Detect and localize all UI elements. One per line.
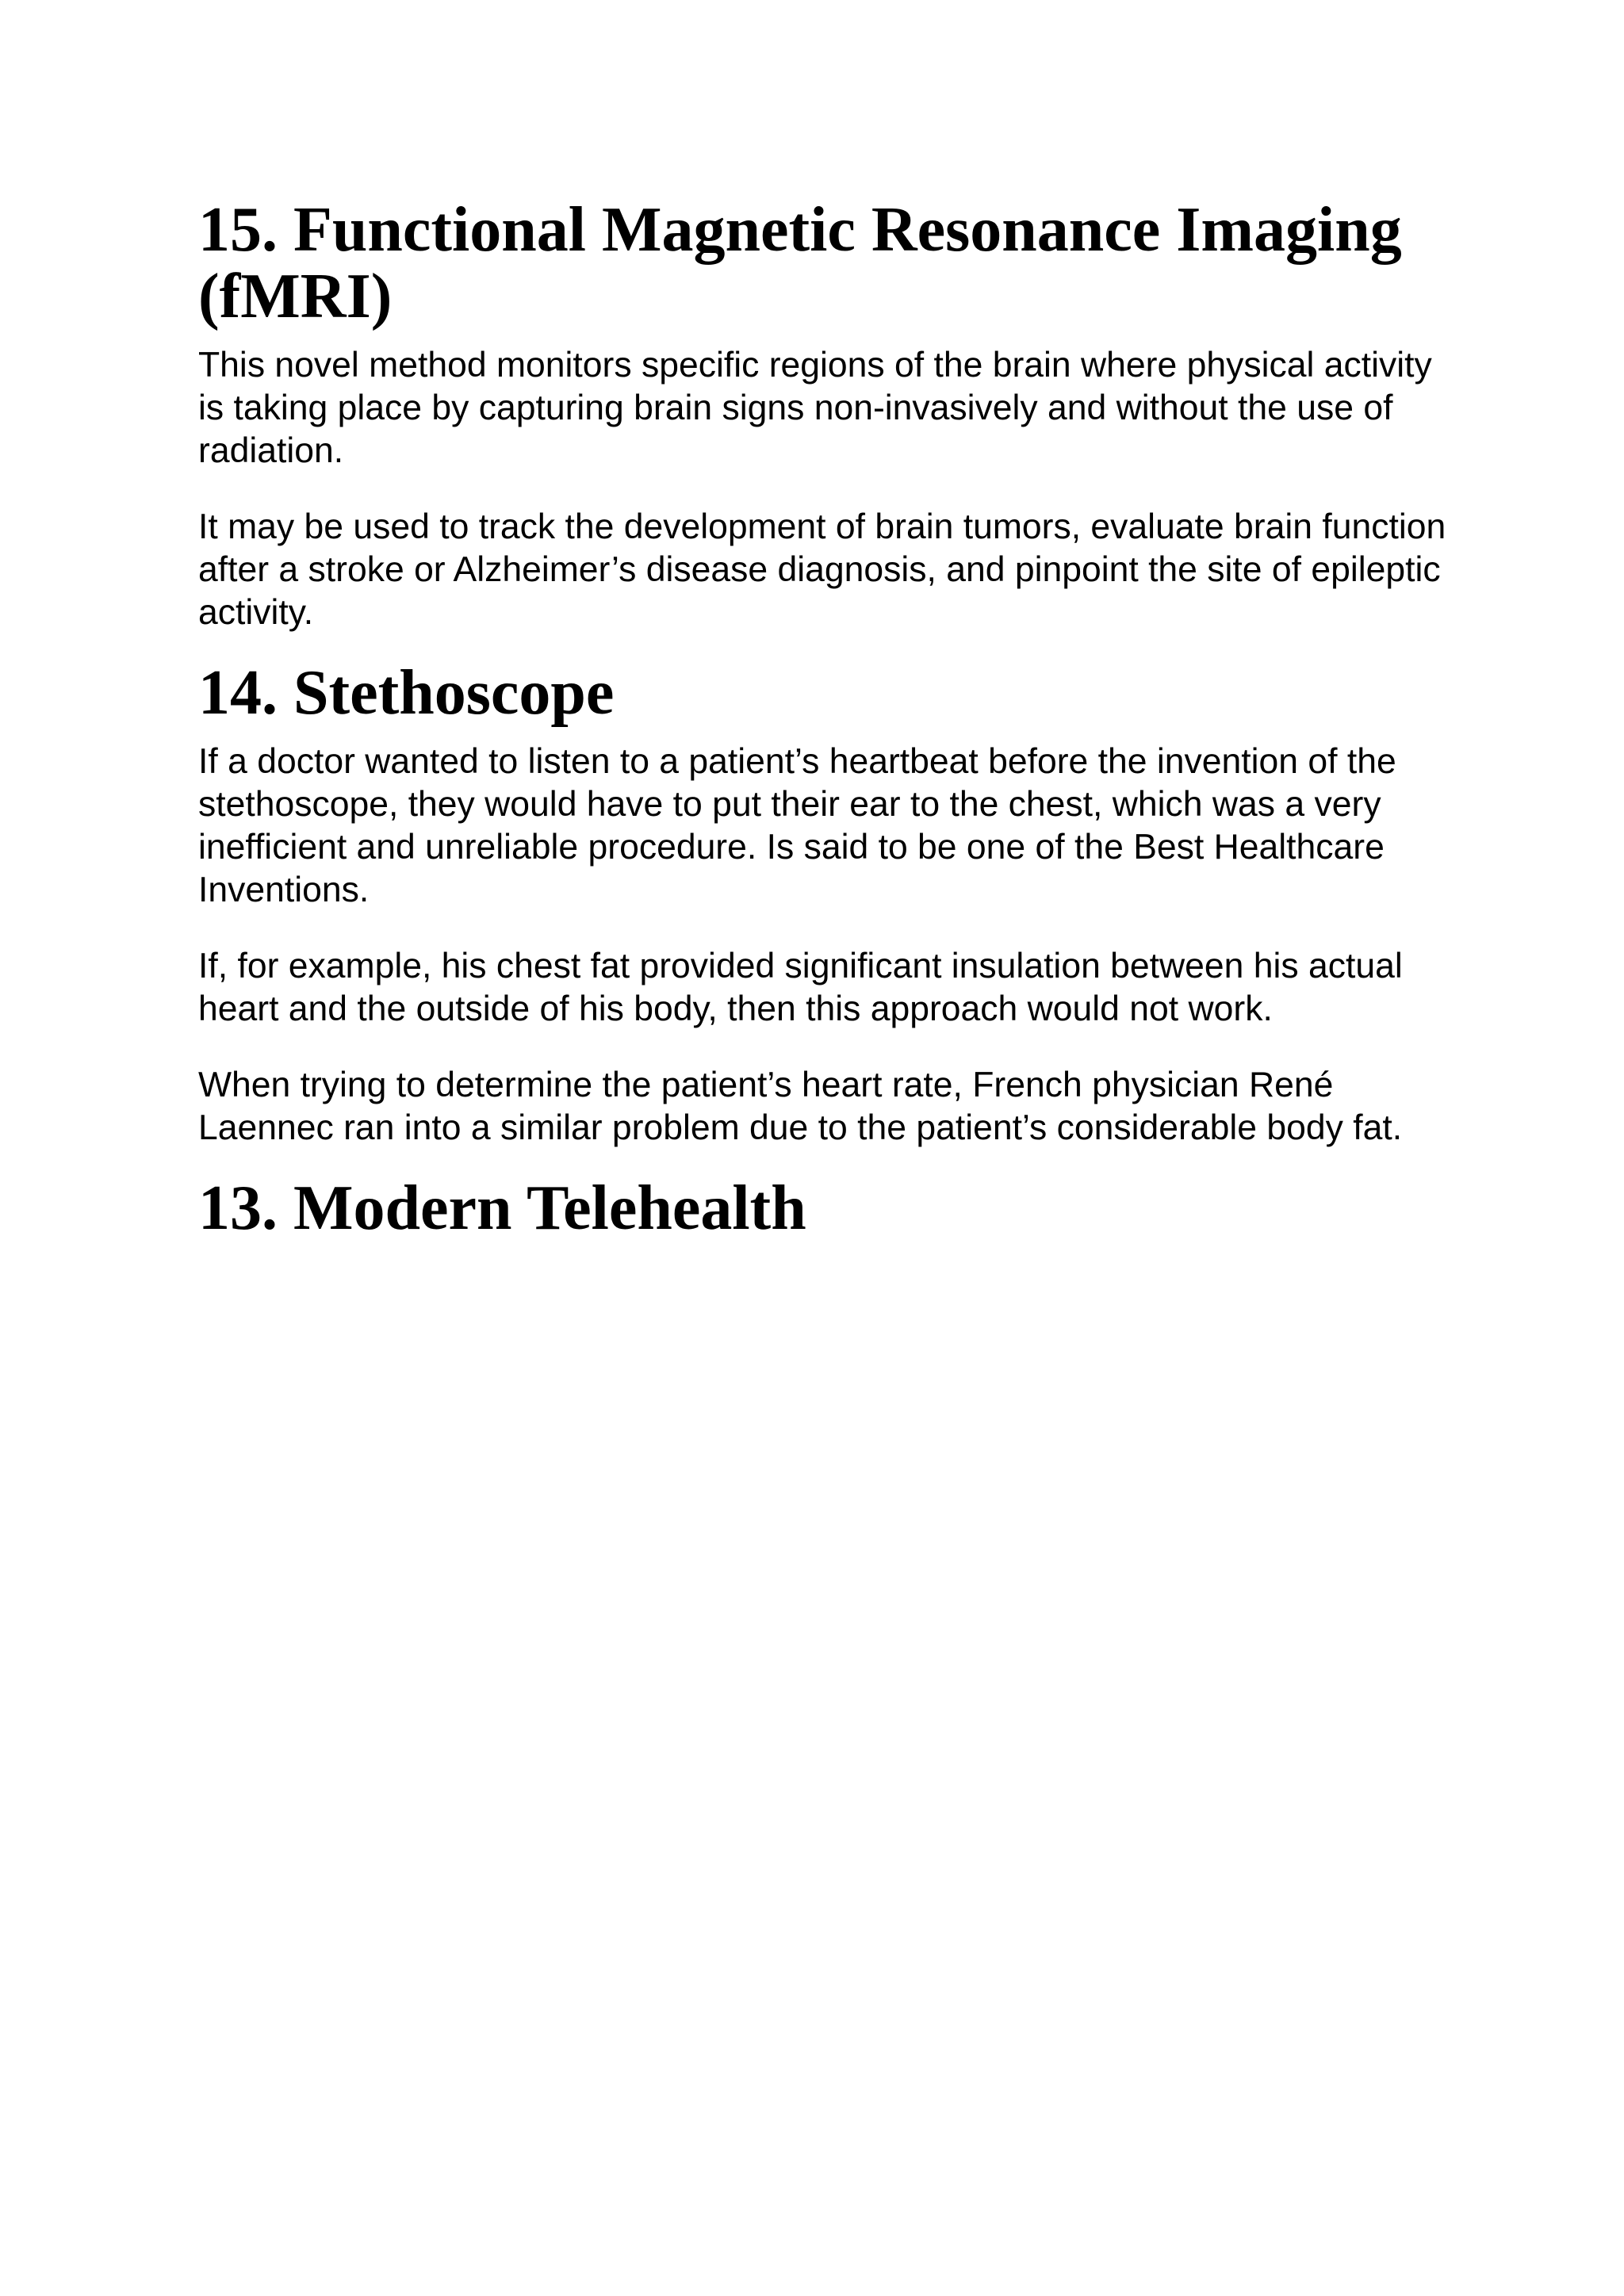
paragraph-fmri-2: It may be used to track the development of brain tumors, evaluate brain function after a stroke or Alzheimer’s disease diagnosis, and pinpoint the site of epileptic activity. [198, 507, 1446, 632]
document-page [198, 197, 1451, 1256]
paragraph-fmri-1: This novel method monitors specific regions of the brain where physical activity is taking place by capturing brain signs non-invasively and without the use of radiation. [198, 346, 1432, 470]
section-fmri [198, 197, 1451, 634]
section-telehealth [198, 1175, 1451, 1242]
section-heading-fmri: 15. Functional Magnetic Resonance Imaging (fMRI) [198, 195, 1402, 331]
paragraph-stethoscope-1: If a doctor wanted to listen to a patient’s heartbeat before the invention of the stethoscope, they would have to put their ear to the chest, which was a very inefficient and unreliable procedure. Is said to be one of the Best Healthcare Inventions. [198, 742, 1396, 909]
section-heading-telehealth: 13. Modern Telehealth [198, 1173, 806, 1243]
paragraph-stethoscope-2: If, for example, his chest fat provided significant insulation between his actual heart and the outside of his body, then this approach would not work. [198, 947, 1403, 1028]
paragraph-stethoscope-3: When trying to determine the patient’s heart rate, French physician René Laennec ran into a similar problem due to the patient’s considerable body fat. [198, 1066, 1403, 1147]
section-heading-stethoscope: 14. Stethoscope [198, 658, 615, 728]
section-stethoscope [198, 660, 1451, 1150]
